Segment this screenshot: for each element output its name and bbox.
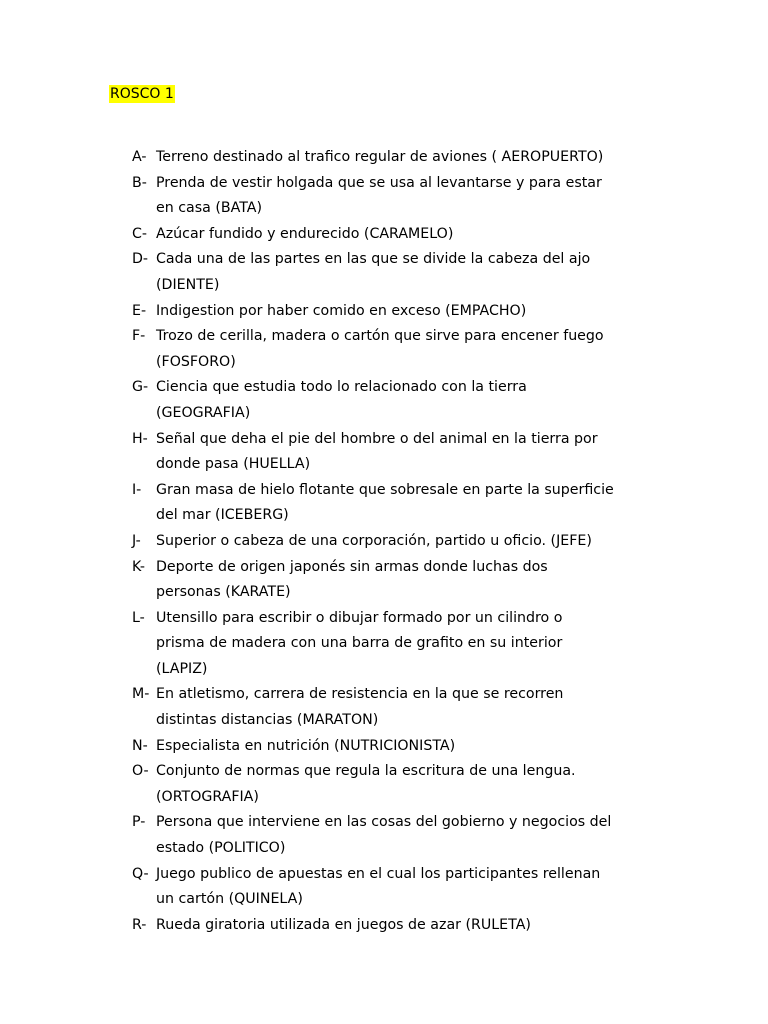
item-letter: R- bbox=[132, 916, 147, 933]
list-item bbox=[132, 913, 672, 939]
item-text: Trozo de cerilla, madera o cartón que sirve para encener fuego (FOSFORO) bbox=[156, 328, 604, 370]
item-text: Utensillo para escribir o dibujar formado por un cilindro o prisma de madera con una barra de grafito en su interior (LAPIZ) bbox=[156, 609, 563, 677]
item-text: Cada una de las partes en las que se divide la cabeza del ajo (DIENTE) bbox=[156, 251, 591, 293]
list-item bbox=[132, 299, 672, 325]
item-text: Superior o cabeza de una corporación, partido u oficio. (JEFE) bbox=[156, 532, 592, 549]
document-title: ROSCO 1 bbox=[110, 86, 174, 102]
item-text: Gran masa de hielo flotante que sobresale en parte la superficie del mar (ICEBERG) bbox=[156, 481, 614, 524]
item-letter: B- bbox=[132, 174, 147, 191]
item-letter: D- bbox=[132, 251, 149, 268]
item-text: Especialista en nutrición (NUTRICIONISTA) bbox=[156, 737, 456, 754]
list-item bbox=[132, 555, 672, 606]
list-item bbox=[132, 759, 672, 810]
item-letter: K- bbox=[132, 558, 145, 575]
item-letter: J- bbox=[132, 532, 141, 549]
item-letter: A- bbox=[132, 149, 147, 165]
item-text: Persona que interviene en las cosas del gobierno y negocios del estado (POLITICO) bbox=[156, 814, 612, 857]
list-item bbox=[132, 529, 672, 555]
item-letter: O- bbox=[132, 763, 149, 780]
item-letter: N- bbox=[132, 737, 148, 754]
list-item bbox=[132, 324, 672, 375]
list-item bbox=[132, 734, 672, 760]
clue-list bbox=[132, 145, 672, 938]
item-text: Azúcar fundido y endurecido (CARAMELO) bbox=[156, 225, 454, 242]
list-item bbox=[132, 478, 672, 529]
item-letter: I- bbox=[132, 481, 142, 498]
item-text: Terreno destinado al trafico regular de aviones ( AEROPUERTO) bbox=[156, 149, 604, 165]
item-text: Rueda giratoria utilizada en juegos de azar (RULETA) bbox=[156, 916, 531, 933]
item-letter: H- bbox=[132, 430, 148, 447]
list-item bbox=[132, 606, 672, 683]
list-item bbox=[132, 222, 672, 248]
item-text: Ciencia que estudia todo lo relacionado con la tierra (GEOGRAFIA) bbox=[156, 379, 527, 421]
list-item bbox=[132, 145, 672, 171]
item-letter: G- bbox=[132, 379, 149, 396]
item-text: Indigestion por haber comido en exceso (EMPACHO) bbox=[156, 302, 527, 319]
list-item bbox=[132, 375, 672, 426]
list-item bbox=[132, 171, 672, 222]
list-item bbox=[132, 810, 672, 861]
item-text: Juego publico de apuestas en el cual los participantes rellenan un cartón (QUINELA) bbox=[156, 865, 601, 908]
item-letter: P- bbox=[132, 814, 146, 831]
item-text: Señal que deha el pie del hombre o del animal en la tierra por donde pasa (HUELLA) bbox=[156, 430, 598, 473]
item-text: Prenda de vestir holgada que se usa al levantarse y para estar en casa (BATA) bbox=[156, 174, 602, 217]
item-letter: C- bbox=[132, 225, 148, 242]
item-letter: Q- bbox=[132, 865, 149, 882]
item-letter: F- bbox=[132, 328, 146, 345]
item-text: Conjunto de normas que regula la escritura de una lengua. (ORTOGRAFIA) bbox=[156, 763, 576, 805]
list-item bbox=[132, 862, 672, 913]
list-item bbox=[132, 247, 672, 298]
item-text: Deporte de origen japonés sin armas donde luchas dos personas (KARATE) bbox=[156, 558, 548, 601]
item-letter: L- bbox=[132, 609, 145, 626]
list-item bbox=[132, 427, 672, 478]
item-text: En atletismo, carrera de resistencia en la que se recorren distintas distancias (MARATON) bbox=[156, 686, 564, 729]
item-letter: M- bbox=[132, 686, 150, 703]
list-item bbox=[132, 682, 672, 733]
item-letter: E- bbox=[132, 302, 147, 319]
